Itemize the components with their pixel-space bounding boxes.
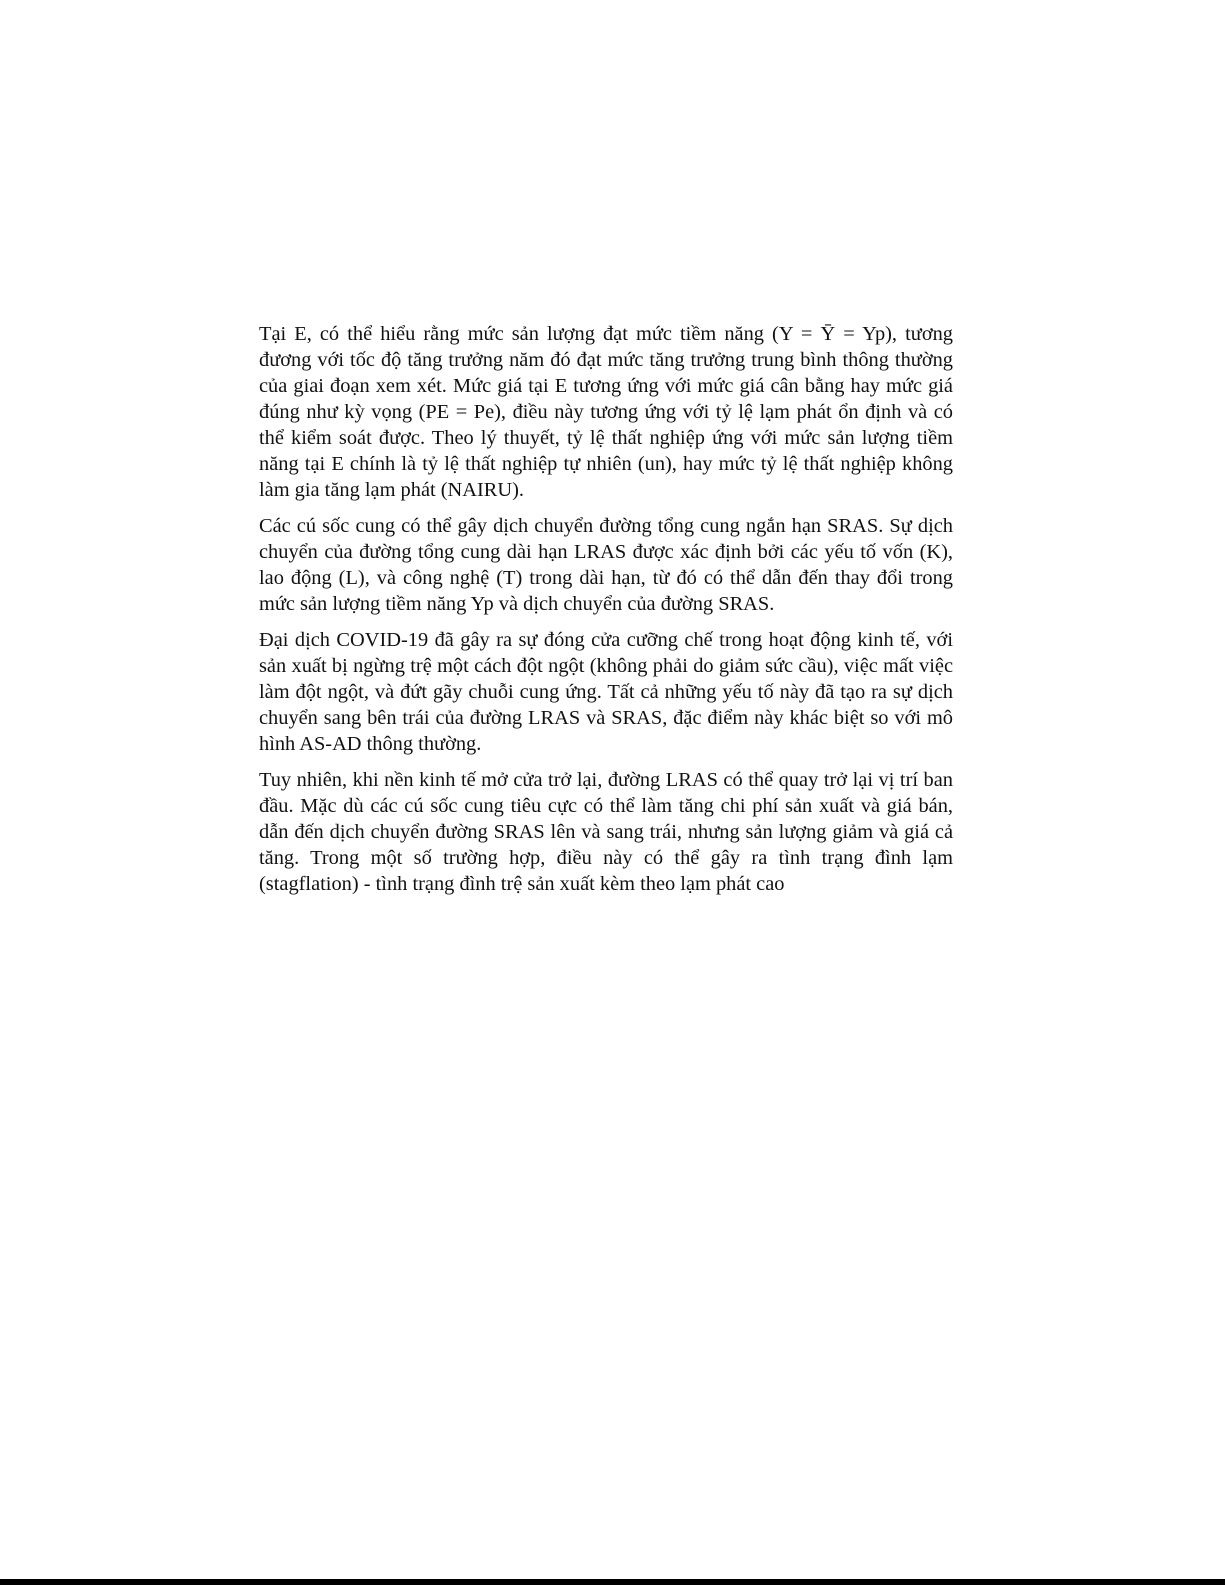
paragraph-stagflation: Tuy nhiên, khi nền kinh tế mở cửa trở lại, đường LRAS có thể quay trở lại vị trí ban đầu. Mặc dù các cú sốc cung tiêu cực có thể làm tăng chi phí sản xuất và giá bán, dẫn đến dịch chuyển đường SRAS lên và sang trái, nhưng sản lượng giảm và giá cả tăng. Trong một số trường hợp, điều này có thể gây ra tình trạng đình lạm (stagflation) - tình trạng đình trệ sản xuất kèm theo lạm phát cao <box>259 769 953 895</box>
paragraph-supply-shocks: Các cú sốc cung có thể gây dịch chuyển đường tổng cung ngắn hạn SRAS. Sự dịch chuyển của đường tổng cung dài hạn LRAS được xác định bởi các yếu tố vốn (K), lao động (L), và công nghệ (T) trong dài hạn, từ đó có thể dẫn đến thay đổi trong mức sản lượng tiềm năng Yp và dịch chuyển của đường SRAS. <box>259 515 953 615</box>
paragraph-covid: Đại dịch COVID-19 đã gây ra sự đóng cửa cưỡng chế trong hoạt động kinh tế, với sản xuất bị ngừng trệ một cách đột ngột (không phải do giảm sức cầu), việc mất việc làm đột ngột, và đứt gãy chuỗi cung ứng. Tất cả những yếu tố này đã tạo ra sự dịch chuyển sang bên trái của đường LRAS và SRAS, đặc điểm này khác biệt so với mô hình AS-AD thông thường. <box>259 629 953 755</box>
body-text <box>259 321 953 907</box>
bottom-border <box>0 1579 1225 1585</box>
paragraph-equilibrium: Tại E, có thể hiểu rằng mức sản lượng đạt mức tiềm năng (Y = Ȳ = Yp), tương đương với tốc độ tăng trưởng năm đó đạt mức tăng trưởng trung bình thông thường của giai đoạn xem xét. Mức giá tại E tương ứng với mức giá cân bằng hay mức giá đúng như kỳ vọng (PE = Pe), điều này tương ứng với tỷ lệ lạm phát ổn định và có thể kiểm soát được. Theo lý thuyết, tỷ lệ thất nghiệp ứng với mức sản lượng tiềm năng tại E chính là tỷ lệ thất nghiệp tự nhiên (un), hay mức tỷ lệ thất nghiệp không làm gia tăng lạm phát (NAIRU). <box>259 323 953 501</box>
